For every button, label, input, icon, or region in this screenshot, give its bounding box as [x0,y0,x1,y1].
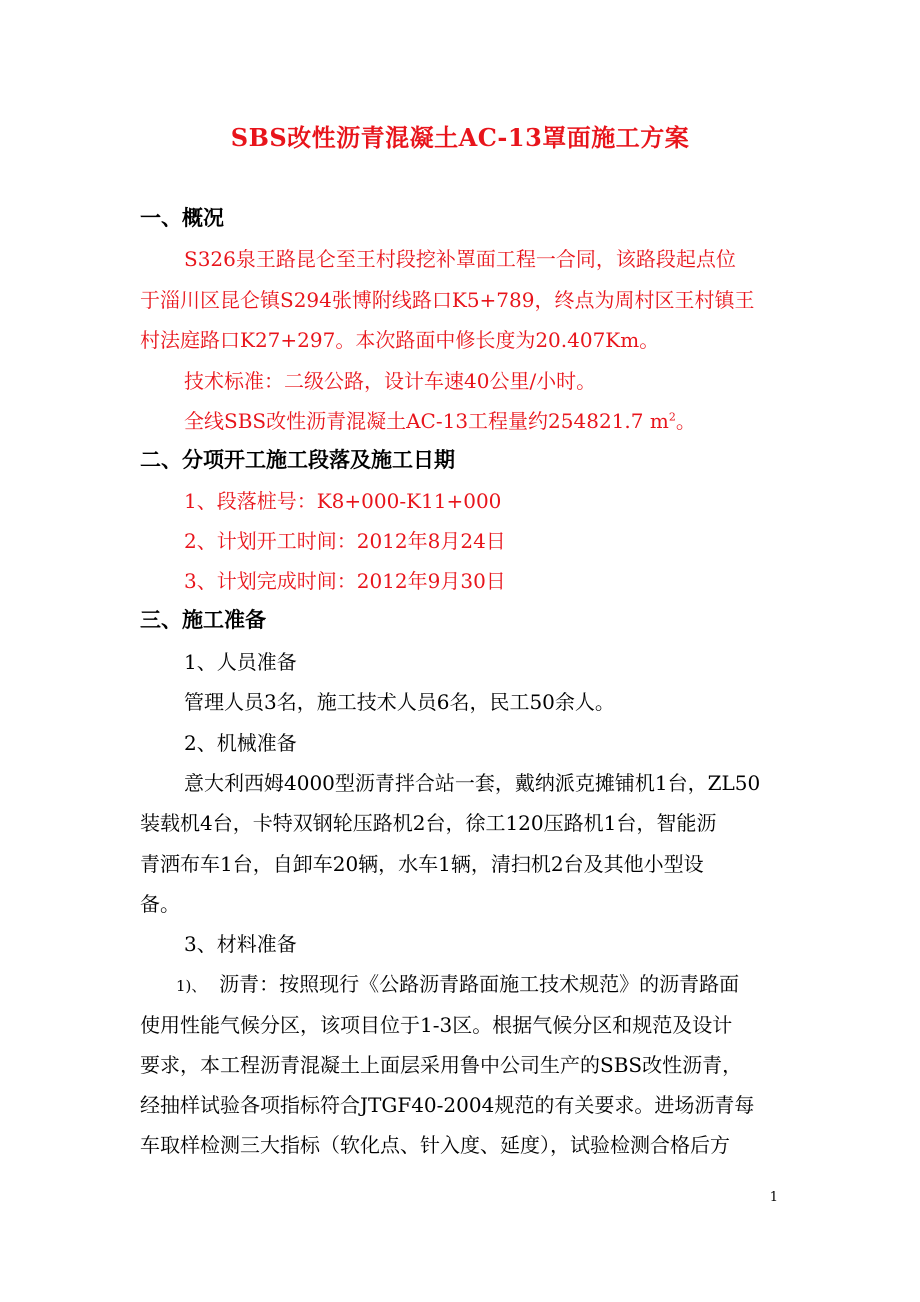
overview-paragraph-line: 于淄川区昆仑镇S294张博附线路口K5+789，终点为周村区王村镇王 [140,288,755,312]
personnel-text: 管理人员3名，施工技术人员6名，民工50余人。 [184,690,615,714]
quantity-unit-exponent: 2 [668,410,676,424]
subheading-personnel: 1、人员准备 [184,650,297,674]
machinery-text-line: 备。 [140,892,180,916]
subheading-machinery: 2、机械准备 [184,731,297,755]
page-number: 1 [769,1190,778,1205]
machinery-text-line: 装载机4台，卡特双钢轮压路机2台，徐工120压路机1台，智能沥 [140,811,717,835]
schedule-item: 2、计划开工时间：2012年8月24日 [184,529,506,553]
machinery-text-line: 意大利西姆4000型沥青拌合站一套，戴纳派克摊铺机1台，ZL50 [184,771,761,795]
materials-text-line: 要求，本工程沥青混凝土上面层采用鲁中公司生产的SBS改性沥青， [140,1053,743,1077]
overview-paragraph-line: S326泉王路昆仑至王村段挖补罩面工程一合同，该路段起点位 [184,247,736,271]
schedule-item: 3、计划完成时间：2012年9月30日 [184,569,506,593]
subheading-materials: 3、材料准备 [184,932,297,956]
machinery-text-line: 青洒布车1台，自卸车20辆，水车1辆，清扫机2台及其他小型设 [140,852,704,876]
document-title: SBS改性沥青混凝土AC-13罩面施工方案 [230,123,690,152]
overview-paragraph-line: 村法庭路口K27+297。本次路面中修长度为20.407Km。 [140,328,660,352]
section-heading-schedule: 二、分项开工施工段落及施工日期 [140,447,455,472]
quantity-text: 全线SBS改性沥青混凝土AC-13工程量约254821.7 m [184,409,669,433]
materials-text-line: 使用性能气候分区，该项目位于1-3区。根据气候分区和规范及设计 [140,1013,733,1037]
quantity-line [184,405,696,434]
section-heading-preparation: 三、施工准备 [140,607,266,632]
technical-standard-line: 技术标准：二级公路，设计车速40公里/小时。 [184,369,597,393]
materials-text-line: 车取样检测三大指标（软化点、针入度、延度），试验检测合格后方 [140,1133,730,1157]
quantity-end: 。 [675,409,696,433]
materials-item-number: 1)、 [176,977,207,995]
schedule-item: 1、段落桩号：K8+000-K11+000 [184,489,502,513]
materials-text-line: 经抽样试验各项指标符合JTGF40-2004规范的有关要求。进场沥青每 [140,1093,755,1117]
section-heading-overview: 一、概况 [140,205,224,230]
materials-text: 沥青：按照现行《公路沥青路面施工技术规范》的沥青路面 [219,972,740,996]
materials-first-line [176,968,739,997]
